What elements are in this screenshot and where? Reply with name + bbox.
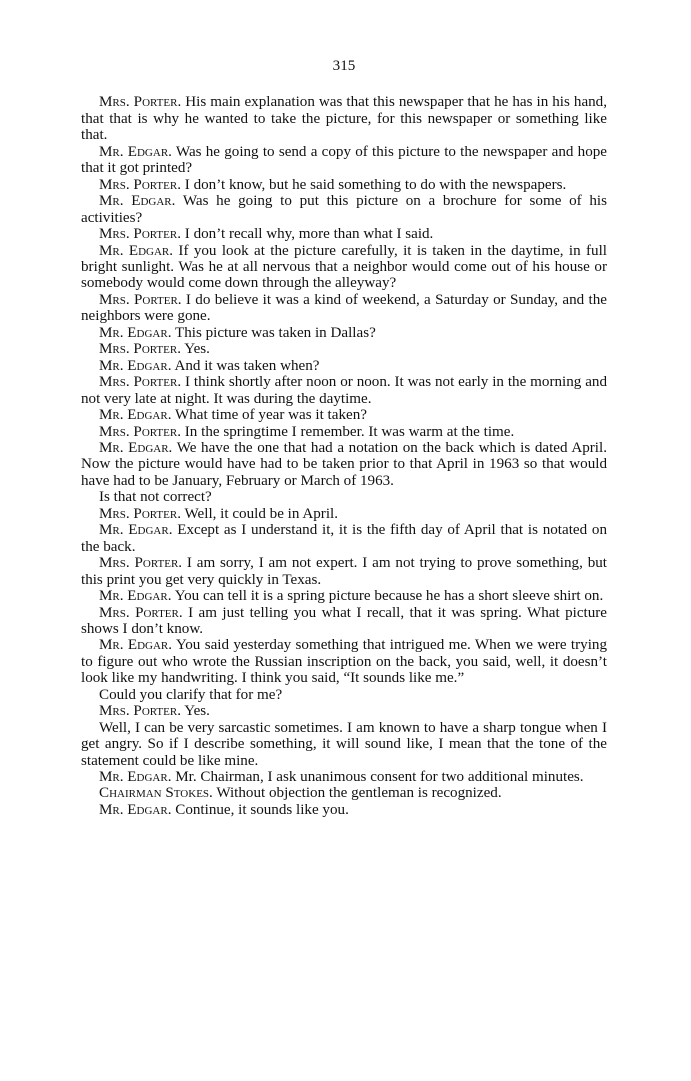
speaker-name: Mr. Edgar . <box>99 802 171 818</box>
speaker-name: Mr. Edgar . <box>99 588 171 604</box>
paragraph-text: This picture was taken in Dallas? <box>175 324 376 341</box>
paragraph-text: Yes. <box>184 703 210 720</box>
speaker-name: Mr. Edgar . <box>99 440 172 456</box>
paragraph-text: Was he going to send a copy of this picture to the newspaper and hope that it got printed? <box>81 143 607 177</box>
paragraph-text: You said yesterday something that intrigued me. When we were trying to figure out who wrote the Russian inscription on the back, you said, well, it doesn’t look like my handwriting. I think you said, “It sounds like me.” <box>81 637 607 687</box>
paragraph-text: I am just telling you what I recall, that it was spring. What picture shows I don’t know. <box>81 604 607 637</box>
transcript-paragraph <box>81 440 607 489</box>
transcript-body <box>81 94 607 818</box>
transcript-paragraph <box>81 341 607 357</box>
transcript-paragraph <box>81 243 607 292</box>
speaker-name: Mr. Edgar . <box>99 407 171 423</box>
transcript-paragraph <box>81 720 607 769</box>
speaker-name: Mrs. Porter . <box>99 374 181 390</box>
transcript-paragraph <box>81 769 607 785</box>
transcript-paragraph <box>81 177 607 193</box>
transcript-paragraph <box>81 358 607 374</box>
transcript-paragraph <box>81 637 607 686</box>
document-page <box>81 58 607 818</box>
paragraph-text: You can tell it is a spring picture because he has a short sleeve shirt on. <box>174 588 604 605</box>
transcript-paragraph <box>81 506 607 522</box>
speaker-name: Mrs. Porter . <box>99 226 181 242</box>
paragraph-text: Could you clarify that for me? <box>99 686 283 703</box>
speaker-name: Mrs. Porter . <box>99 292 182 308</box>
transcript-paragraph <box>81 325 607 341</box>
paragraph-text: Well, it could be in April. <box>184 505 338 522</box>
paragraph-text: Without objection the gentleman is recognized. <box>216 785 502 802</box>
paragraph-text: I am sorry, I am not expert. I am not trying to prove something, but this print you get very quickly in Texas. <box>81 555 607 588</box>
paragraph-text: We have the one that had a notation on the back which is dated April. Now the picture would have had to be taken prior to that April in 1963 so that would have had to be January, February or March of 1963. <box>81 439 607 489</box>
page-number: 315 <box>332 58 356 74</box>
paragraph-text: Continue, it sounds like you. <box>175 801 349 818</box>
transcript-paragraph <box>81 226 607 242</box>
paragraph-text: Well, I can be very sarcastic sometimes. I am known to have a sharp tongue when I get angry. So if I describe something, it will sound like, I mean that the tone of the statement could be like mine. <box>81 719 607 769</box>
speaker-name: Mrs. Porter . <box>99 341 181 357</box>
transcript-paragraph <box>81 144 607 177</box>
paragraph-text: In the springtime I remember. It was warm at the time. <box>184 423 515 440</box>
speaker-name: Chairman Stokes . <box>99 785 213 801</box>
transcript-paragraph <box>81 522 607 555</box>
speaker-name: Mr. Edgar . <box>99 522 172 538</box>
paragraph-text: I do believe it was a kind of weekend, a Saturday or Sunday, and the neighbors were gone. <box>81 291 607 325</box>
transcript-paragraph <box>81 489 607 505</box>
transcript-paragraph <box>81 588 607 604</box>
speaker-name: Mr. Edgar . <box>99 193 175 209</box>
paragraph-text: His main explanation was that this newspaper that he has in his hand, that that is why he wanted to take the picture, for this newspaper or something like that. <box>81 94 608 144</box>
paragraph-text: Except as I understand it, it is the fifth day of April that is notated on the back. <box>81 522 607 555</box>
speaker-name: Mr. Edgar . <box>99 358 171 374</box>
transcript-paragraph <box>81 687 607 703</box>
speaker-name: Mrs. Porter . <box>99 703 181 719</box>
transcript-paragraph <box>81 802 607 818</box>
speaker-name: Mr. Edgar . <box>99 325 171 341</box>
transcript-paragraph <box>81 555 607 588</box>
transcript-paragraph <box>81 374 607 407</box>
transcript-paragraph <box>81 424 607 440</box>
paragraph-text: I don’t know, but he said something to do with the newspapers. <box>184 176 567 193</box>
speaker-name: Mrs. Porter . <box>99 424 181 440</box>
transcript-paragraph <box>81 785 607 801</box>
paragraph-text: What time of year was it taken? <box>175 407 367 424</box>
paragraph-text: I don’t recall why, more than what I said. <box>184 226 434 243</box>
speaker-name: Mrs. Porter . <box>99 555 182 571</box>
speaker-name: Mrs. Porter . <box>99 94 181 110</box>
transcript-paragraph <box>81 94 607 143</box>
speaker-name: Mrs. Porter . <box>99 605 183 621</box>
paragraph-text: If you look at the picture carefully, it is taken in the daytime, in full bright sunlight. Was he at all nervous that a neighbor would come out of his house or somebody would come down through the alleyway? <box>81 242 607 292</box>
transcript-paragraph <box>81 407 607 423</box>
transcript-paragraph <box>81 292 607 325</box>
paragraph-text: And it was taken when? <box>174 357 320 374</box>
speaker-name: Mr. Edgar . <box>99 637 172 653</box>
speaker-name: Mrs. Porter . <box>99 177 181 193</box>
speaker-name: Mr. Edgar . <box>99 243 173 259</box>
paragraph-text: Mr. Chairman, I ask unanimous consent for two additional minutes. <box>175 769 584 786</box>
transcript-paragraph <box>81 193 607 226</box>
speaker-name: Mr. Edgar . <box>99 144 172 160</box>
transcript-paragraph <box>81 703 607 719</box>
transcript-paragraph <box>81 605 607 638</box>
paragraph-text: Yes. <box>184 341 210 358</box>
speaker-name: Mrs. Porter . <box>99 506 181 522</box>
paragraph-text: Was he going to put this picture on a brochure for some of his activities? <box>81 193 607 226</box>
paragraph-text: Is that not correct? <box>99 489 212 506</box>
paragraph-text: I think shortly after noon or noon. It was not early in the morning and not very late at night. It was during the daytime. <box>81 374 607 407</box>
speaker-name: Mr. Edgar . <box>99 769 171 785</box>
